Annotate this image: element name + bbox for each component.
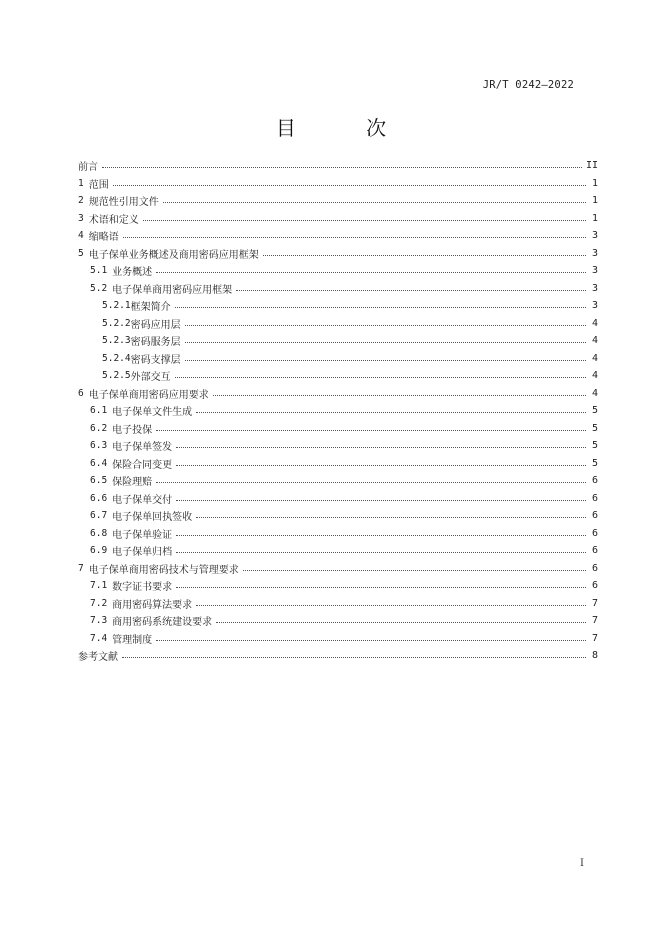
toc-entry-number: 6.9 xyxy=(90,545,108,557)
toc-entry[interactable] xyxy=(78,630,598,648)
toc-entry[interactable] xyxy=(78,280,598,298)
toc-leader-dots xyxy=(216,612,586,623)
toc-entry[interactable] xyxy=(78,332,598,350)
toc-leader-dots xyxy=(196,507,586,518)
toc-entry[interactable] xyxy=(78,490,598,508)
toc-entry[interactable] xyxy=(78,525,598,543)
toc-entry-number: 5.2.4 xyxy=(102,352,131,364)
toc-entry-title: 密码应用层 xyxy=(130,319,181,331)
toc-leader-dots xyxy=(175,297,586,308)
toc-entry-page: 6 xyxy=(591,475,598,487)
toc-leader-dots xyxy=(213,385,586,396)
toc-leader-dots xyxy=(102,157,582,168)
toc-entry-number: 6.2 xyxy=(90,422,108,434)
toc-entry[interactable] xyxy=(78,577,598,595)
toc-entry-page: 6 xyxy=(591,562,598,574)
toc-leader-dots xyxy=(196,402,586,413)
toc-entry-number: 6.3 xyxy=(90,440,108,452)
toc-entry-title: 术语和定义 xyxy=(88,214,139,226)
toc-entry[interactable] xyxy=(78,612,598,630)
toc-entry-number: 1 xyxy=(78,177,84,189)
toc-entry-page: II xyxy=(585,160,598,172)
toc-entry-number: 6.6 xyxy=(90,492,108,504)
toc-entry-page: 3 xyxy=(591,247,598,259)
toc-entry-title: 管理制度 xyxy=(112,634,153,646)
toc-entry-page: 5 xyxy=(591,405,598,417)
toc-entry[interactable] xyxy=(78,192,598,210)
toc-entry-page: 3 xyxy=(591,282,598,294)
toc-leader-dots xyxy=(185,332,586,343)
toc-entry-page: 4 xyxy=(591,370,598,382)
toc-entry-title: 电子保单验证 xyxy=(112,529,173,541)
toc-entry[interactable] xyxy=(78,350,598,368)
toc-entry-number: 6.1 xyxy=(90,405,108,417)
toc-leader-dots xyxy=(123,227,586,238)
toc-entry-number: 2 xyxy=(78,195,84,207)
toc-entry[interactable] xyxy=(78,227,598,245)
toc-leader-dots xyxy=(263,245,586,256)
toc-leader-dots xyxy=(156,472,586,483)
toc-entry-title: 电子保单交付 xyxy=(112,494,173,506)
table-of-contents xyxy=(78,157,598,665)
toc-entry-page: 6 xyxy=(591,510,598,522)
toc-entry-number: 5.2 xyxy=(90,282,108,294)
toc-leader-dots xyxy=(122,647,586,658)
toc-entry[interactable] xyxy=(78,437,598,455)
toc-entry-page: 4 xyxy=(591,387,598,399)
toc-leader-dots xyxy=(176,577,586,588)
toc-entry-page: 5 xyxy=(591,422,598,434)
toc-entry-number: 5.1 xyxy=(90,265,108,277)
toc-leader-dots xyxy=(156,262,586,273)
toc-leader-dots xyxy=(143,210,586,221)
toc-entry-title: 商用密码算法要求 xyxy=(112,599,193,611)
toc-entry-page: 3 xyxy=(591,300,598,312)
toc-entry-title: 数字证书要求 xyxy=(112,582,173,594)
toc-entry-page: 7 xyxy=(591,597,598,609)
toc-entry-page: 7 xyxy=(591,615,598,627)
toc-entry-page: 4 xyxy=(591,352,598,364)
toc-entry-number: 4 xyxy=(78,230,84,242)
toc-entry-page: 6 xyxy=(591,527,598,539)
toc-entry-page: 1 xyxy=(591,212,598,224)
toc-leader-dots xyxy=(175,367,586,378)
toc-entry-title: 电子保单商用密码应用要求 xyxy=(88,389,209,401)
toc-entry-page: 4 xyxy=(591,317,598,329)
toc-entry-title: 业务概述 xyxy=(112,267,153,279)
toc-entry-title: 前言 xyxy=(78,162,98,174)
toc-entry-title: 电子保单归档 xyxy=(112,547,173,559)
toc-entry-title: 缩略语 xyxy=(88,232,119,244)
toc-entry[interactable] xyxy=(78,245,598,263)
toc-entry-number: 5 xyxy=(78,247,84,259)
toc-entry[interactable] xyxy=(78,455,598,473)
toc-title: 目 次 xyxy=(275,116,419,140)
toc-entry[interactable] xyxy=(78,315,598,333)
toc-entry[interactable] xyxy=(78,595,598,613)
toc-leader-dots xyxy=(156,420,586,431)
toc-entry-title: 保险合同变更 xyxy=(112,459,173,471)
toc-entry-title: 参考文献 xyxy=(78,652,118,664)
toc-entry-number: 6.5 xyxy=(90,475,108,487)
toc-entry-title: 电子保单商用密码技术与管理要求 xyxy=(88,564,239,576)
toc-entry-number: 6.7 xyxy=(90,510,108,522)
toc-leader-dots xyxy=(185,315,586,326)
toc-entry-page: 7 xyxy=(591,632,598,644)
toc-entry-page: 6 xyxy=(591,580,598,592)
toc-entry-page: 1 xyxy=(591,195,598,207)
toc-entry[interactable] xyxy=(78,542,598,560)
toc-entry-number: 7.1 xyxy=(90,580,108,592)
toc-entry[interactable] xyxy=(78,402,598,420)
toc-entry-title: 电子保单商用密码应用框架 xyxy=(112,284,233,296)
toc-entry-title: 框架简介 xyxy=(130,302,171,314)
toc-entry-number: 6.4 xyxy=(90,457,108,469)
toc-entry-page: 5 xyxy=(591,440,598,452)
toc-leader-dots xyxy=(176,525,586,536)
toc-entry-page: 5 xyxy=(591,457,598,469)
toc-entry-title: 电子保单文件生成 xyxy=(112,407,193,419)
page-number: I xyxy=(580,858,584,869)
toc-entry[interactable] xyxy=(78,385,598,403)
toc-entry[interactable] xyxy=(78,420,598,438)
toc-entry-number: 6.8 xyxy=(90,527,108,539)
toc-leader-dots xyxy=(113,175,586,186)
toc-entry-title: 保险理赔 xyxy=(112,477,153,489)
toc-entry-title: 电子投保 xyxy=(112,424,153,436)
toc-entry[interactable] xyxy=(78,157,598,175)
toc-entry[interactable] xyxy=(78,210,598,228)
toc-entry-number: 5.2.1 xyxy=(102,300,131,312)
toc-entry-title: 电子保单回执签收 xyxy=(112,512,193,524)
toc-entry-page: 3 xyxy=(591,265,598,277)
toc-entry-page: 3 xyxy=(591,230,598,242)
toc-entry-page: 4 xyxy=(591,335,598,347)
toc-entry-number: 7 xyxy=(78,562,84,574)
toc-entry-title: 密码服务层 xyxy=(130,337,181,349)
toc-entry-page: 6 xyxy=(591,545,598,557)
toc-entry-title: 商用密码系统建设要求 xyxy=(112,617,213,629)
toc-entry-number: 6 xyxy=(78,387,84,399)
toc-leader-dots xyxy=(176,437,586,448)
toc-leader-dots xyxy=(236,280,586,291)
toc-leader-dots xyxy=(176,542,586,553)
toc-leader-dots xyxy=(176,455,586,466)
toc-entry[interactable] xyxy=(78,297,598,315)
toc-entry-page: 8 xyxy=(591,650,598,662)
toc-entry-number: 5.2.2 xyxy=(102,317,131,329)
toc-leader-dots xyxy=(163,192,586,203)
toc-leader-dots xyxy=(185,350,586,361)
toc-entry[interactable] xyxy=(78,367,598,385)
document-code: JR/T 0242—2022 xyxy=(482,79,574,91)
toc-entry-page: 6 xyxy=(591,492,598,504)
toc-entry-page: 1 xyxy=(591,177,598,189)
toc-entry-title: 外部交互 xyxy=(130,372,171,384)
toc-entry[interactable] xyxy=(78,647,598,665)
toc-leader-dots xyxy=(243,560,586,571)
toc-entry-number: 5.2.5 xyxy=(102,370,131,382)
toc-entry-number: 3 xyxy=(78,212,84,224)
toc-entry-title: 规范性引用文件 xyxy=(88,197,159,209)
toc-entry-number: 7.4 xyxy=(90,632,108,644)
toc-entry[interactable] xyxy=(78,560,598,578)
toc-entry[interactable] xyxy=(78,507,598,525)
toc-entry-title: 电子保单签发 xyxy=(112,442,173,454)
toc-entry[interactable] xyxy=(78,262,598,280)
toc-entry-number: 5.2.3 xyxy=(102,335,131,347)
toc-entry-number: 7.2 xyxy=(90,597,108,609)
toc-leader-dots xyxy=(176,490,586,501)
toc-entry-title: 密码支撑层 xyxy=(130,354,181,366)
toc-entry-number: 7.3 xyxy=(90,615,108,627)
toc-entry[interactable] xyxy=(78,472,598,490)
toc-entry-title: 电子保单业务概述及商用密码应用框架 xyxy=(88,249,259,261)
toc-leader-dots xyxy=(196,595,586,606)
toc-entry-title: 范围 xyxy=(88,179,109,191)
toc-leader-dots xyxy=(156,630,586,641)
toc-entry[interactable] xyxy=(78,175,598,193)
